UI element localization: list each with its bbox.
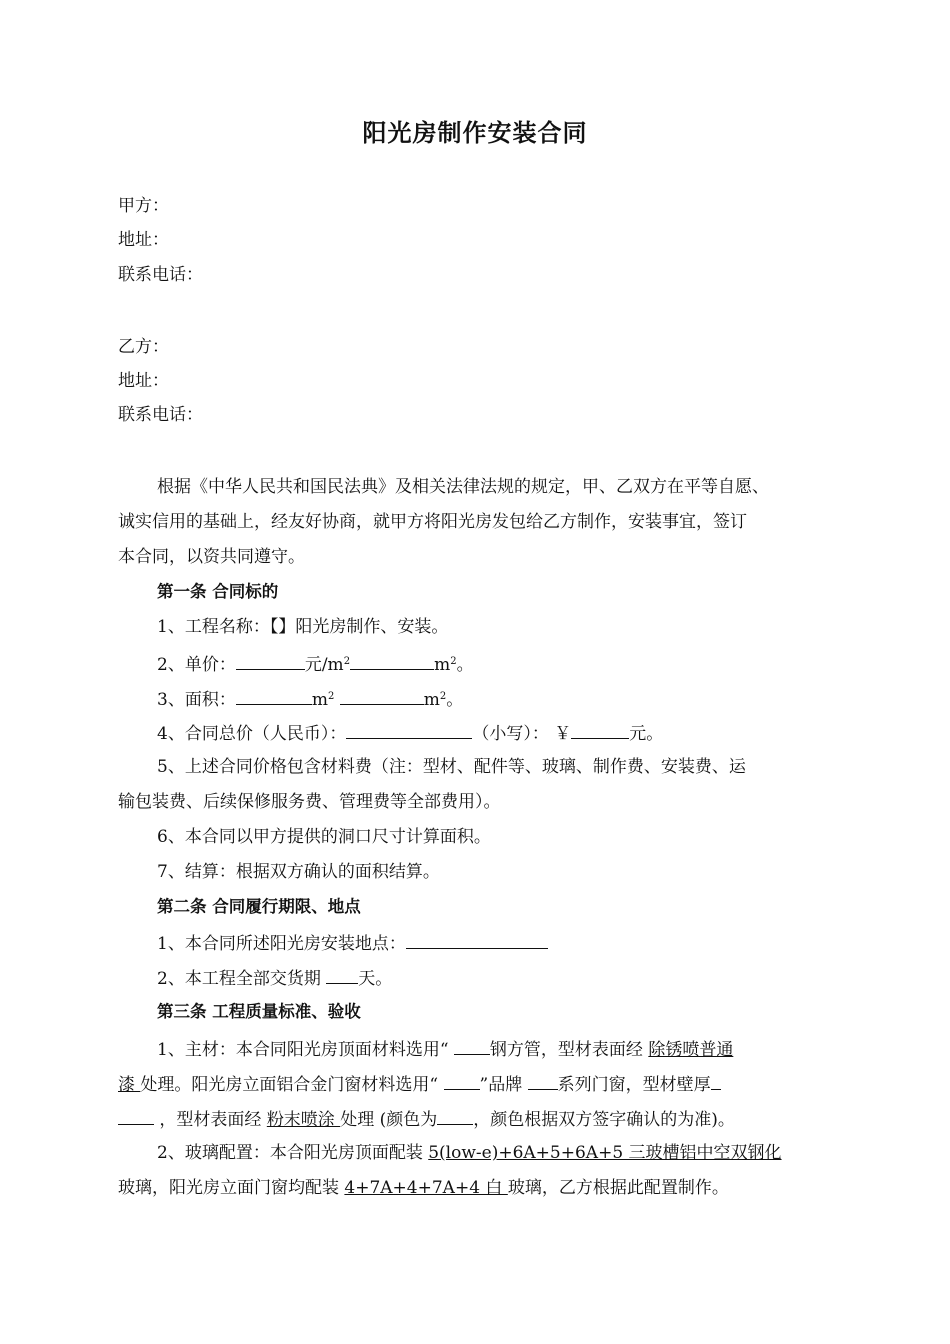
text-segment: ，型材表面经 <box>154 1110 267 1130</box>
item-3-end: 。 <box>446 690 464 710</box>
article-2-item-2 <box>157 966 392 990</box>
article-1-item-5-line-1: 5、上述合同价格包含材料费（注：型材、配件等、玻璃、制作费、安装费、运 <box>157 757 746 777</box>
article-1-item-7: 7、结算：根据双方确认的面积结算。 <box>157 862 440 882</box>
wall-glass-spec: 4+7A+4+7A+4 白 <box>344 1178 508 1198</box>
item-3-sup-2: 2 <box>439 691 447 702</box>
item-4-end: 元。 <box>629 724 664 744</box>
text-segment: 钢方管，型材表面经 <box>489 1040 649 1060</box>
item-3-unit-1: m <box>311 690 328 710</box>
wall-thickness-blank <box>711 1072 721 1090</box>
delivery-days-blank <box>326 966 358 984</box>
unit-price-blank <box>236 652 305 670</box>
item-3-unit-2: m <box>423 690 440 710</box>
text-segment: 2、玻璃配置：本合阳光房顶面配装 <box>157 1143 429 1163</box>
item-2-end: 天。 <box>358 969 393 989</box>
item-4-mid: （小写）： ￥ <box>472 724 572 744</box>
wall-thickness-blank-cont <box>118 1107 154 1125</box>
item-2-prefix: 2、本工程全部交货期 <box>157 969 327 989</box>
article-2-item-1 <box>157 931 548 955</box>
article-1-heading: 第一条 合同标的 <box>157 582 279 601</box>
location-blank <box>406 931 548 949</box>
roof-surface-treatment: 除锈喷普通 <box>648 1040 734 1060</box>
preamble-line-1: 根据《中华人民共和国民法典》及相关法律法规的规定，甲、乙双方在平等自愿、 <box>157 477 769 497</box>
roof-glass-spec: 5(low-e)+6A+5+6A+5 三玻槽铝中空双钢化 <box>428 1143 782 1163</box>
total-price-number-blank <box>571 721 629 739</box>
text-segment: 玻璃，阳光房立面门窗均配装 <box>118 1178 345 1198</box>
article-3-item-2-line-1 <box>157 1142 782 1164</box>
article-1-item-3 <box>157 686 463 711</box>
area-blank-1 <box>236 687 312 705</box>
item-2-unit-2: m <box>434 655 451 675</box>
document-title: 阳光房制作安装合同 <box>362 119 588 147</box>
item-1-text: 1、本合同所述阳光房安装地点： <box>157 934 406 954</box>
item-2-prefix: 2、单价： <box>157 655 236 675</box>
party-b-phone-label: 联系电话： <box>118 405 203 425</box>
text-segment: 玻璃，乙方根据此配置制作。 <box>507 1178 729 1198</box>
article-3-item-1-line-2 <box>118 1072 721 1096</box>
preamble-line-3: 本合同，以资共同遵守。 <box>118 547 305 567</box>
area-blank-2 <box>340 687 424 705</box>
item-2-sup-2: 2 <box>450 656 457 667</box>
series-blank <box>528 1072 558 1090</box>
text-segment: ”品牌 <box>479 1075 528 1095</box>
text-segment: 处理。阳光房立面铝合金门窗材料选用“ <box>140 1075 444 1095</box>
text-segment: 处理 (颜色为 <box>340 1110 438 1130</box>
article-1-item-5-line-2: 输包装费、后续保修服务费、管理费等全部费用）。 <box>118 792 501 812</box>
brand-blank <box>444 1072 480 1090</box>
item-2-unit-1: 元/m <box>304 655 344 675</box>
article-3-item-1-line-3 <box>118 1107 735 1131</box>
item-4-prefix: 4、合同总价（人民币）： <box>157 724 347 744</box>
article-1-item-6: 6、本合同以甲方提供的洞口尺寸计算面积。 <box>157 827 491 847</box>
item-2-end: 。 <box>456 655 474 675</box>
article-3-item-2-line-2 <box>118 1177 729 1199</box>
text-segment: 系列门窗，型材壁厚 <box>557 1075 711 1095</box>
frame-surface-treatment: 粉末喷涂 <box>266 1110 341 1130</box>
item-3-sup-1: 2 <box>327 691 335 702</box>
article-1-item-2 <box>157 651 474 676</box>
party-b-address-label: 地址： <box>118 371 169 391</box>
party-b-name-label: 乙方： <box>118 337 169 357</box>
item-3-prefix: 3、面积： <box>157 690 236 710</box>
party-a-address-label: 地址： <box>118 230 169 250</box>
article-1-item-1: 1、工程名称：【】阳光房制作、安装。 <box>157 617 449 637</box>
text-segment: 1、主材：本合同阳光房顶面材料选用“ <box>157 1040 454 1060</box>
party-a-name-label: 甲方： <box>118 196 169 216</box>
roof-material-blank <box>454 1037 490 1055</box>
total-price-blank <box>346 721 472 739</box>
preamble-line-2: 诚实信用的基础上，经友好协商，就甲方将阳光房发包给乙方制作，安装事宜，签订 <box>118 512 747 532</box>
article-3-heading: 第三条 工程质量标准、验收 <box>157 1002 361 1021</box>
item-2-sup-1: 2 <box>343 656 351 667</box>
article-2-heading: 第二条 合同履行期限、地点 <box>157 897 361 916</box>
color-blank <box>437 1107 473 1125</box>
article-1-item-4 <box>157 721 663 745</box>
text-segment: ，颜色根据双方签字确认的为准)。 <box>473 1110 735 1130</box>
unit-area-blank <box>350 652 434 670</box>
party-a-phone-label: 联系电话： <box>118 265 203 285</box>
article-3-item-1-line-1 <box>157 1037 733 1061</box>
roof-surface-treatment-cont: 漆 <box>118 1075 141 1095</box>
